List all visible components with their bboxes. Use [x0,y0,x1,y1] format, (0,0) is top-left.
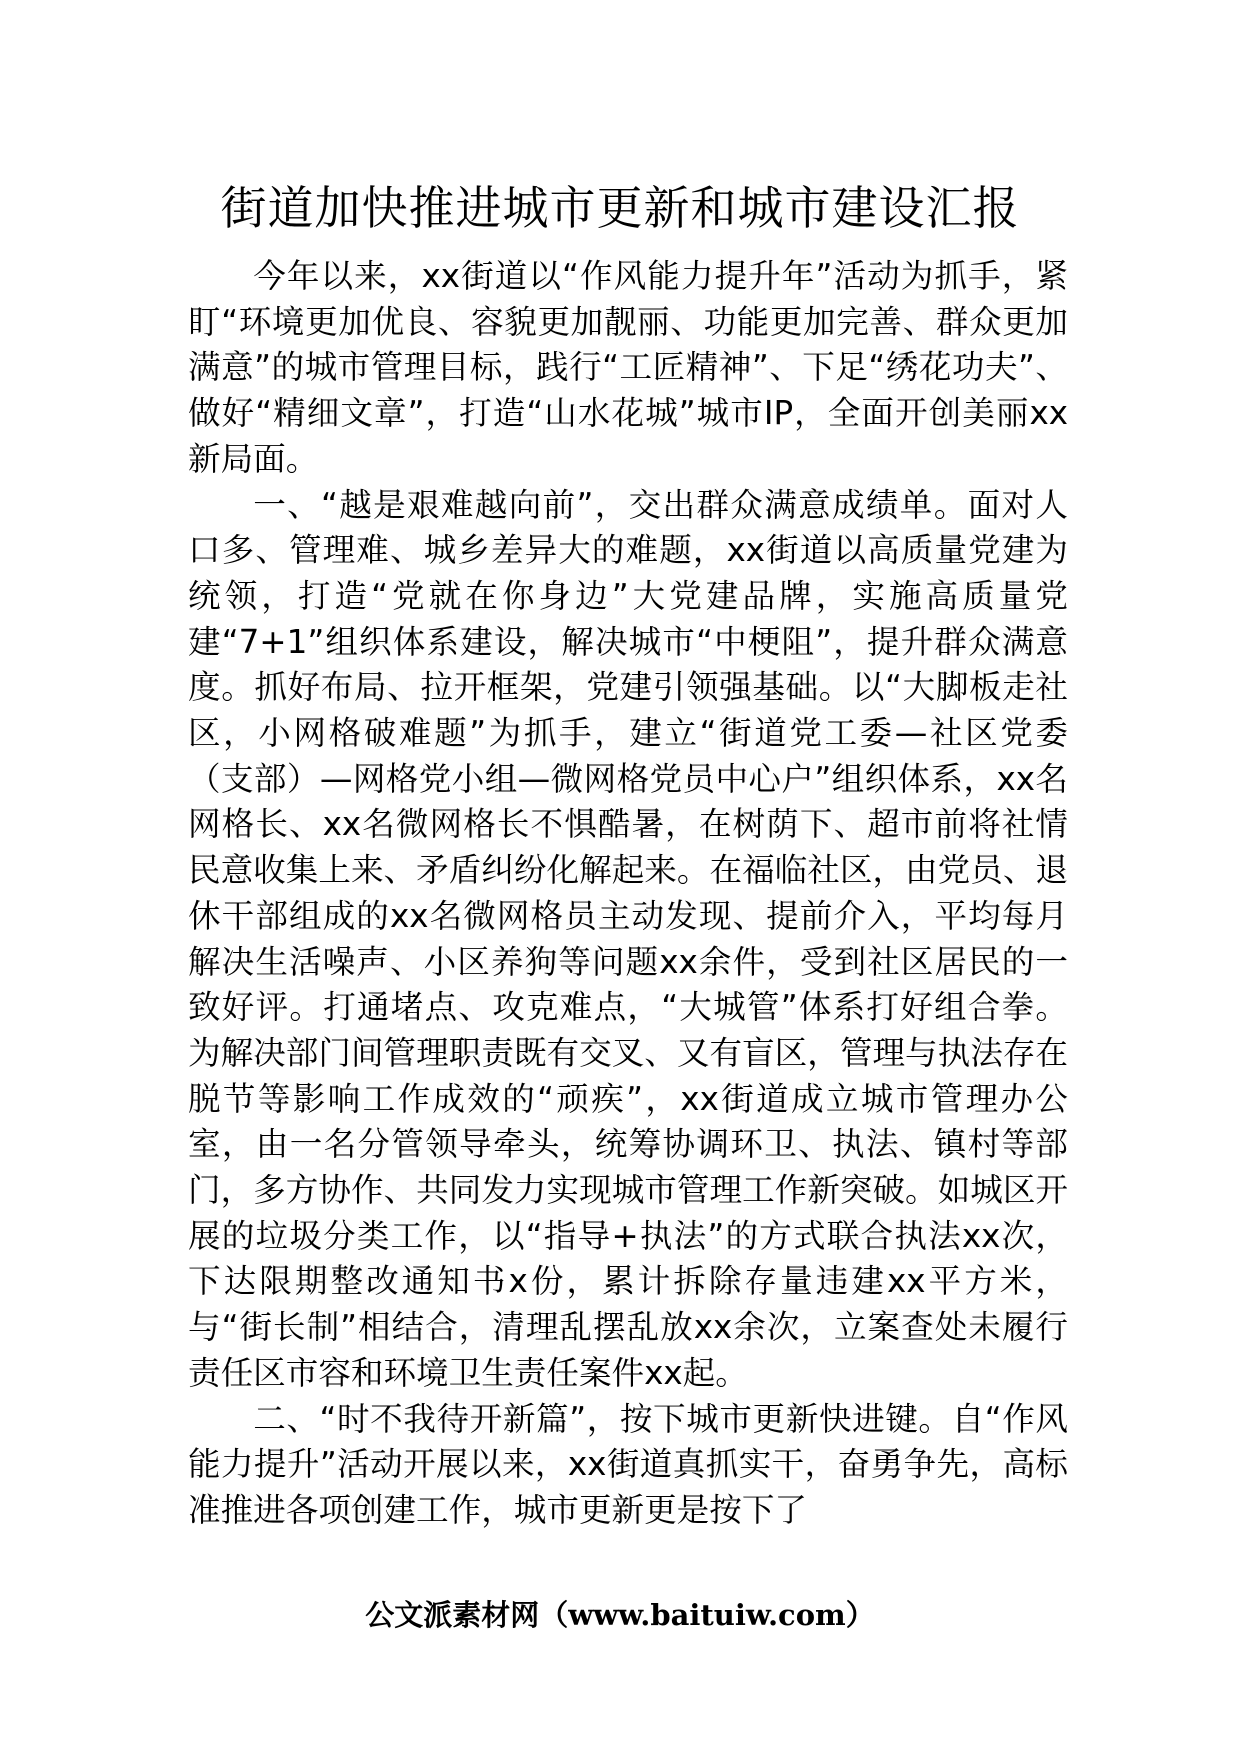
document-title: 街道加快推进城市更新和城市建设汇报 [220,181,1020,235]
source-footer: 公文派素材网（www.baituiw.com） [365,1598,875,1632]
section-one-paragraph: 一、“越是艰难越向前”，交出群众满意成绩单。面对人口多、管理难、城乡差异大的难题，xx街道以高质量党建为统领，打造“党就在你身边”大党建品牌，实施高质量党建“7+1”组织体系建设，解决城市“中梗阻”，提升群众满意度。抓好布局、拉开框架，党建引领强基础。以“大脚板走社区，小网格破难题”为抓手，建立“街道党工委—社区党委（支部）—网格党小组—微网格党员中心户”组织体系，xx名网格长、xx名微网格长不惧酷暑，在树荫下、超市前将社情民意收集上来、矛盾纠纷化解起来。在福临社区，由党员、退休干部组成的xx名微网格员主动发现、提前介入，平均每月解决生活噪声、小区养狗等问题xx余件，受到社区居民的一致好评。打通堵点、攻克难点，“大城管”体系打好组合拳。为解决部门间管理职责既有交叉、又有盲区，管理与执法存在脱节等影响工作成效的“顽疾”，xx街道成立城市管理办公室，由一名分管领导牵头，统筹协调环卫、执法、镇村等部门，多方协作、共同发力实现城市管理工作新突破。如城区开展的垃圾分类工作，以“指导+执法”的方式联合执法xx次，下达限期整改通知书x份，累计拆除存量违建xx平方米，与“街长制”相结合，清理乱摆乱放xx余次，立案查处未履行责任区市容和环境卫生责任案件xx起。 [188,485,1068,1392]
intro-paragraph: 今年以来，xx街道以“作风能力提升年”活动为抓手，紧盯“环境更加优良、容貌更加靓丽、功能更加完善、群众更加满意”的城市管理目标，践行“工匠精神”、下足“绣花功夫”、做好“精细文章”，打造“山水花城”城市IP，全面开创美丽xx新局面。 [188,257,1068,478]
document-body [188,254,1068,1534]
section-two-paragraph: 二、“时不我待开新篇”，按下城市更新快进键。自“作风能力提升”活动开展以来，xx街道真抓实干，奋勇争先，高标准推进各项创建工作，城市更新更是按下了 [188,1399,1068,1529]
